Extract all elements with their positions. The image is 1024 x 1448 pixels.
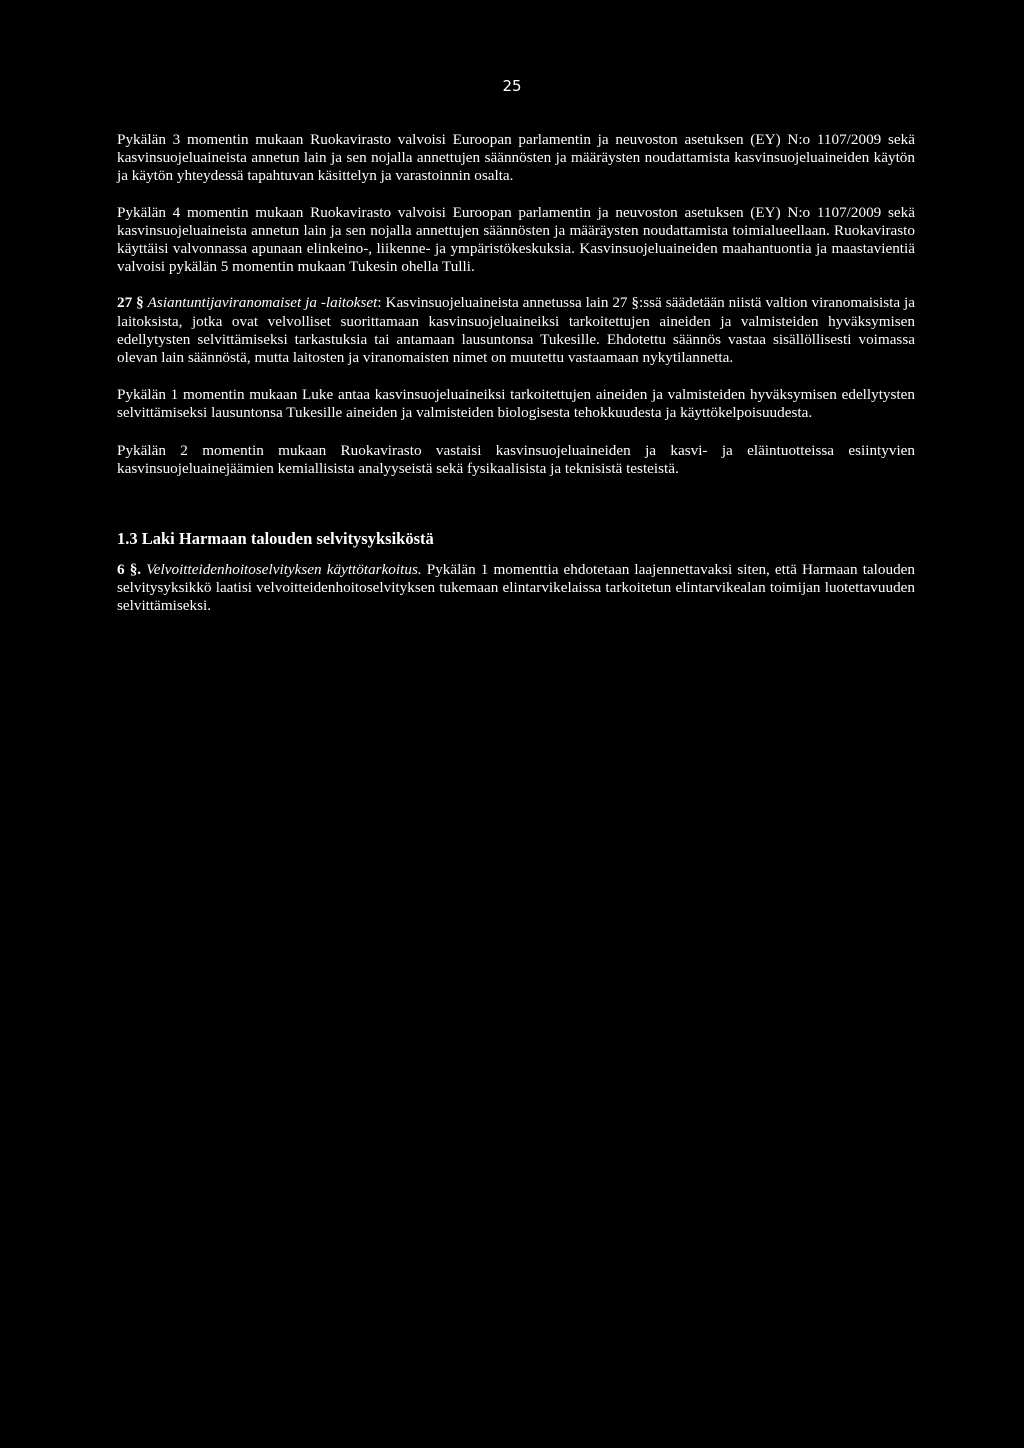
paragraph	[117, 561, 915, 616]
paragraph: Pykälän 4 momentin mukaan Ruokavirasto valvoisi Euroopan parlamentin ja neuvoston asetuksen (EY) N:o 1107/2009 sekä kasvinsuojeluaineista annetun lain ja sen nojalla annettujen säännösten ja määräysten noudattamista toimialueellaan. Ruokavirasto käyttäisi valvonnassa apunaan elinkeino-, liikenne- ja ympäristökeskuksia. Kasvinsuojeluaineiden maahantuontia ja maastavientiä valvoisi pykälän 5 momentin mukaan Tukesin ohella Tulli.	[117, 203, 915, 276]
paragraph: Pykälän 1 momentin mukaan Luke antaa kasvinsuojeluaineiksi tarkoitettujen aineiden ja valmisteiden hyväksymisen edellytysten selvittämiseksi lausuntonsa Tukesille aineiden ja valmisteiden biologisesta tehokkuudesta ja käyttökelpoisuudesta.	[117, 386, 915, 422]
paragraph	[117, 294, 915, 367]
paragraph: Pykälän 2 momentin mukaan Ruokavirasto vastaisi kasvinsuojeluaineiden ja kasvi- ja eläintuotteissa esiintyvien kasvinsuojeluainejäämien kemiallisista analyyseistä sekä fysikaalisista ja teknisistä testeistä.	[117, 441, 915, 477]
section-number: 27 §	[117, 294, 144, 312]
paragraph: Pykälän 3 momentin mukaan Ruokavirasto valvoisi Euroopan parlamentin ja neuvoston asetuksen (EY) N:o 1107/2009 sekä kasvinsuojeluaineista annetun lain ja sen nojalla annettujen säännösten ja määräysten noudattamista kasvinsuojeluaineiden käytön ja käytön yhteydessä tapahtuvan käsittelyn ja varastoinnin osalta.	[117, 131, 915, 185]
section-heading: 1.3 Laki Harmaan talouden selvitysyksiköstä	[117, 529, 434, 549]
section-title: Asiantuntijaviranomaiset ja -laitokset	[147, 294, 378, 312]
page-number: 25	[502, 77, 522, 95]
paragraph-text: Pykälän 1 momenttia ehdotetaan laajennettavaksi siten, että Harmaan talouden selvitysyksikkö laatisi velvoitteidenhoitoselvityksen tukemaan elintarvikelaissa tarkoitetun elintarvikealan toimijan luotettavuuden selvittämiseksi.	[117, 561, 916, 615]
section-number: 6 §.	[117, 561, 142, 579]
section-title: Velvoitteidenhoitoselvityksen käyttötarkoitus.	[146, 561, 422, 579]
paragraph-text: : Kasvinsuojeluaineista annetussa lain 27 §:ssä säädetään niistä valtion viranomaisista ja laitoksista, jotka ovat velvolliset suorittamaan kasvinsuojeluaineiksi tarkoitettujen aineiden ja valmisteiden hyväksymisen edellytysten selvittämiseksi tarkastuksia tai antamaan lausuntonsa Tukesille. Ehdotettu säännös vastaa sisällöllisesti voimassa olevan lain säännöstä, mutta laitosten ja viranomaisten nimet on muutettu vastaamaan nykytilannetta.	[117, 294, 916, 367]
document-body	[117, 131, 915, 616]
